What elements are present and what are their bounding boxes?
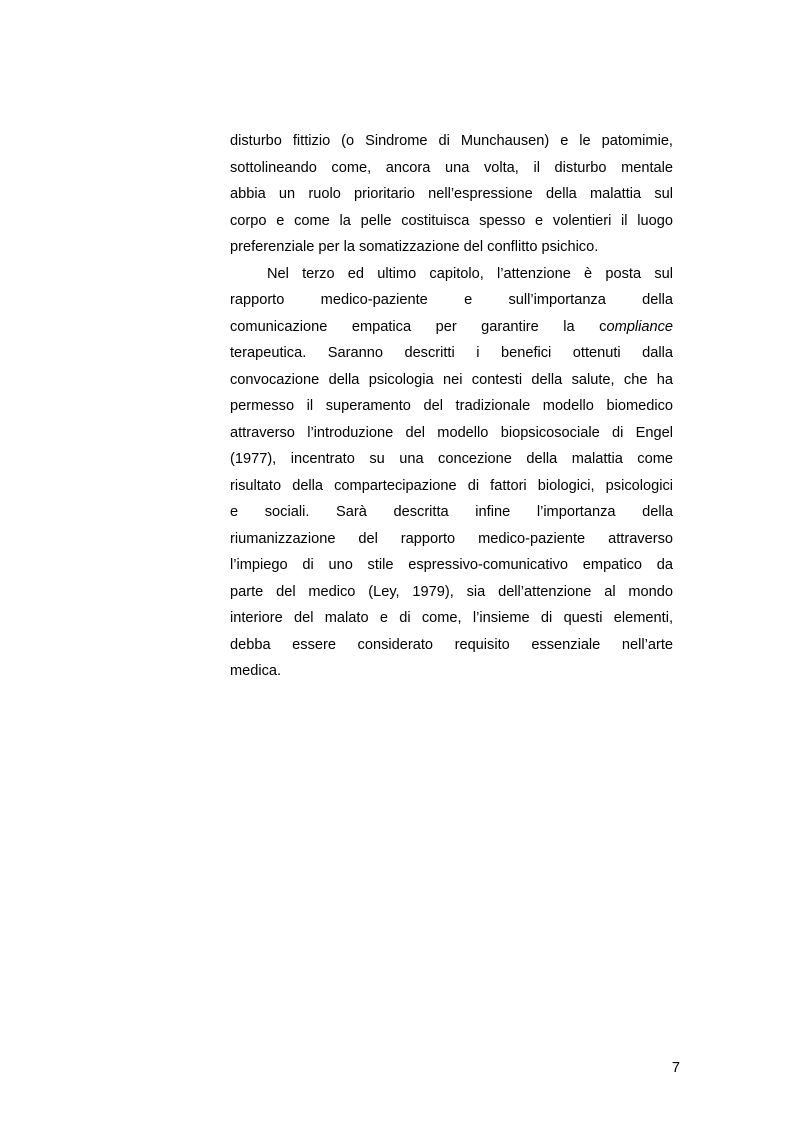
text-line: abbia un ruolo prioritario nell’espressione della malattia sul [230,186,673,202]
emphasized-term: ompliance [606,318,673,335]
text-line: interiore del malato e di come, l’insieme di questi elementi, [230,610,673,626]
text-line-with-emphasis [230,314,673,341]
text-fragment: comunicazione empatica per garantire la c [230,318,607,335]
text-line: rapporto medico-paziente e sull’importanza della [230,292,673,308]
text-line: risultato della compartecipazione di fattori biologici, psicologici [230,477,673,494]
page-number: 7 [671,1060,680,1076]
text-line: medica. [230,663,282,679]
text-line: e sociali. Sarà descritta infine l’importanza della [230,504,673,520]
text-line: parte del medico (Ley, 1979), sia dell’attenzione al mondo [230,583,673,600]
text-line: convocazione della psicologia nei contesti della salute, che ha [230,371,673,388]
text-line: Nel terzo ed ultimo capitolo, l’attenzione è posta sul [267,265,673,282]
text-line: (1977), incentrato su una concezione della malattia come [230,451,673,467]
text-line: disturbo fittizio (o Sindrome di Munchausen) e le patomimie, [230,133,673,149]
text-line: terapeutica. Saranno descritti i benefici ottenuti dalla [230,345,673,361]
text-line: preferenziale per la somatizzazione del conflitto psichico. [230,239,599,255]
document-body [230,128,673,685]
text-line: sottolineando come, ancora una volta, il disturbo mentale [230,159,673,176]
text-line: l’impiego di uno stile espressivo-comunicativo empatico da [230,557,673,573]
text-line: corpo e come la pelle costituisca spesso e volentieri il luogo [230,212,673,229]
text-line: debba essere considerato requisito essenziale nell’arte [230,636,673,653]
text-line: permesso il superamento del tradizionale modello biomedico [230,398,673,414]
text-line: riumanizzazione del rapporto medico-paziente attraverso [230,530,673,547]
text-line: attraverso l’introduzione del modello biopsicosociale di Engel [230,424,673,441]
